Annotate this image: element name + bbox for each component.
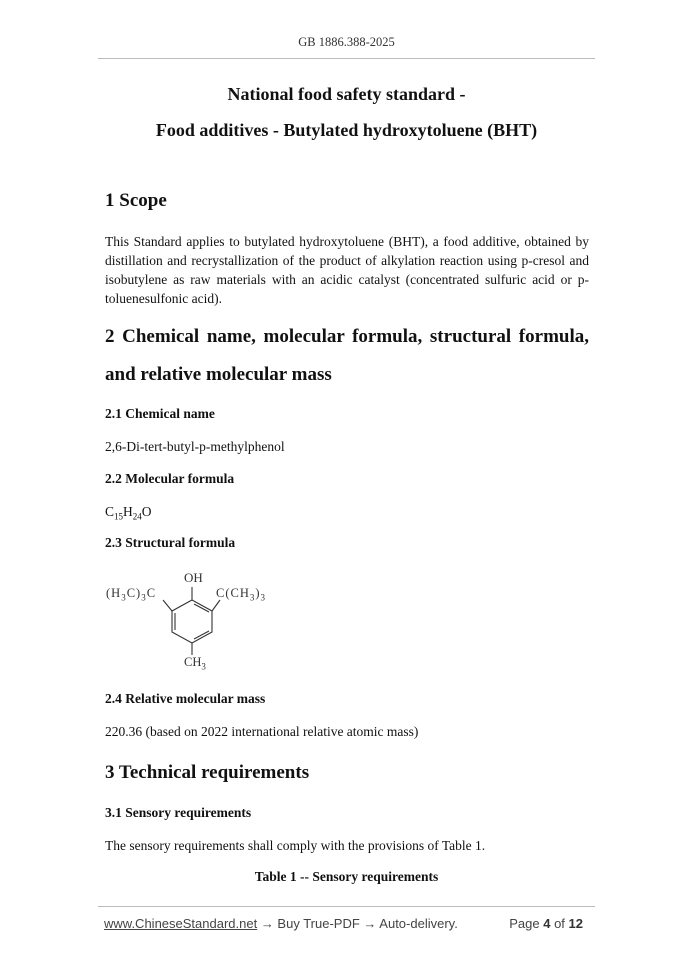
sl4: 3 xyxy=(141,592,147,603)
sc1: CH xyxy=(184,655,202,669)
section-2-heading: 2 Chemical name, molecular formula, structural formula, xyxy=(105,326,589,347)
f-hn: 24 xyxy=(132,511,142,522)
section-1-heading: 1 Scope xyxy=(105,190,167,211)
section-2-heading-cont: and relative molecular mass xyxy=(105,364,332,385)
f-h: H xyxy=(123,504,133,519)
subsection-2-1: 2.1 Chemical name xyxy=(105,406,215,421)
footer-left xyxy=(104,916,458,931)
table-1-caption: Table 1 -- Sensory requirements xyxy=(254,869,439,884)
subsection-3-1: 3.1 Sensory requirements xyxy=(105,805,252,820)
subsection-2-2: 2.2 Molecular formula xyxy=(105,471,235,486)
page-header: GB 1886.388-2025 xyxy=(298,35,395,49)
chemical-name: 2,6-Di-tert-butyl-p-methylphenol xyxy=(105,439,285,454)
molecular-mass: 220.36 (based on 2022 international relative atomic mass) xyxy=(105,724,419,739)
sr3: ) xyxy=(255,586,261,600)
sensory-text: The sensory requirements shall comply with the provisions of Table 1. xyxy=(105,838,486,853)
struct-left-group xyxy=(106,586,156,603)
f-cn: 15 xyxy=(114,511,124,522)
struct-ch3 xyxy=(184,655,206,672)
sc2: 3 xyxy=(201,661,206,672)
page-label: Page xyxy=(509,916,540,931)
struct-right-group xyxy=(216,586,266,603)
sl3: C) xyxy=(126,586,142,600)
sl2: 3 xyxy=(121,592,127,603)
scope-text: This Standard applies to butylated hydroxytoluene (BHT), a food additive, obtained by distillation and recrystallization of the product of alkylation reaction using p-cresol and isobutylene as raw materials with an acidic catalyst (concentrated sulfuric acid or p-toluenesulfonic acid). xyxy=(105,234,589,306)
sr1: C(CH xyxy=(216,586,250,600)
f-o: O xyxy=(141,504,152,519)
struct-oh: OH xyxy=(184,570,203,585)
of-label: of xyxy=(554,916,565,931)
sr4: 3 xyxy=(260,592,267,603)
total-pages: 12 xyxy=(568,916,583,931)
section-3-heading: 3 Technical requirements xyxy=(105,762,310,783)
sl5: C xyxy=(146,586,157,600)
footer-text: → Buy True-PDF → Auto-delivery. xyxy=(257,916,458,931)
footer-rule xyxy=(98,906,595,907)
sr2: 3 xyxy=(249,592,256,603)
current-page: 4 xyxy=(543,916,551,931)
chinesestandard-link[interactable]: www.ChineseStandard.net xyxy=(104,916,258,931)
doc-title-line2: Food additives - Butylated hydroxytoluene (BHT) xyxy=(155,120,538,140)
f-c: C xyxy=(105,504,115,519)
page-number xyxy=(509,916,583,931)
doc-title-line1: National food safety standard - xyxy=(227,84,466,104)
subsection-2-3: 2.3 Structural formula xyxy=(105,535,236,550)
sl1: (H xyxy=(106,586,122,600)
subsection-2-4: 2.4 Relative molecular mass xyxy=(105,691,266,706)
